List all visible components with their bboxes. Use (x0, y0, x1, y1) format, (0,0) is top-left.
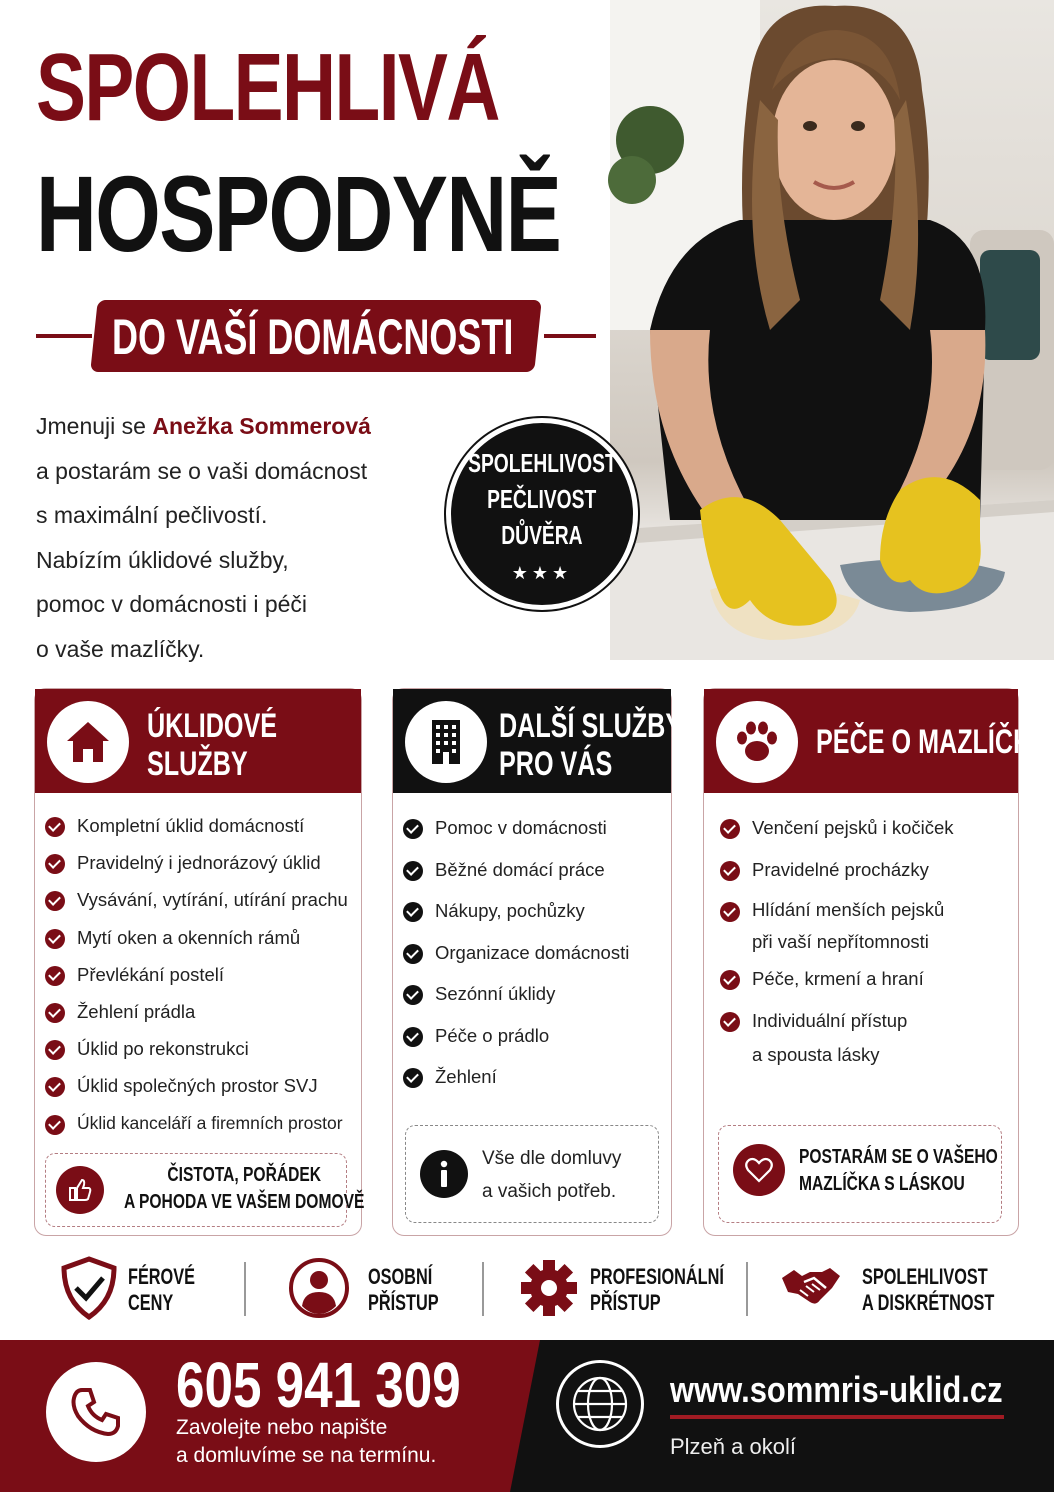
check-icon (403, 1027, 423, 1047)
feature-line: OSOBNÍ (368, 1264, 433, 1289)
list-item (720, 1004, 954, 1078)
item-label: Venčení pejsků i kočiček (752, 817, 954, 838)
list-item (45, 927, 348, 964)
pets-card-header (704, 689, 1049, 793)
cleaning-services-card (34, 688, 365, 1236)
list-item (720, 894, 954, 968)
pets-card-title: PÉČE O MAZLÍČKY (816, 723, 1049, 761)
other-card-header (393, 689, 683, 793)
item-label: Péče o prádlo (435, 1024, 550, 1046)
item-label: Nákupy, pochůzky (435, 900, 585, 921)
check-icon (403, 944, 423, 964)
feature-fair-prices (58, 1256, 238, 1326)
feature-divider (244, 1262, 246, 1316)
housekeeper-illustration (610, 0, 1054, 660)
feature-line: PROFESIONÁLNÍ (590, 1264, 724, 1289)
feature-text (862, 1264, 994, 1316)
list-item (45, 1038, 348, 1075)
pets-callout-text (799, 1144, 998, 1198)
callout-line: A POHODA VE VAŠEM DOMOVĚ (124, 1191, 365, 1213)
feature-divider (482, 1262, 484, 1316)
info-icon (420, 1150, 468, 1198)
cleaning-card-header (35, 689, 361, 793)
check-icon (45, 854, 65, 874)
list-item (45, 964, 348, 1001)
title-line: SLUŽBY (147, 745, 248, 783)
intro-name: Anežka Sommerová (152, 413, 371, 439)
check-icon (720, 970, 740, 990)
list-item (45, 852, 348, 889)
phone-subtext-line: Zavolejte nebo napište (176, 1416, 388, 1439)
check-icon (45, 1003, 65, 1023)
feature-professional-approach (518, 1256, 728, 1326)
website-link[interactable]: www.sommris-uklid.cz (670, 1369, 1003, 1410)
other-callout-text (482, 1142, 621, 1208)
check-icon (45, 1077, 65, 1097)
other-items-list (403, 817, 629, 1108)
feature-personal-approach (288, 1256, 468, 1326)
check-icon (720, 902, 740, 922)
list-item (403, 900, 629, 942)
item-label: Žehlení prádla (77, 1000, 196, 1022)
callout-line: ČISTOTA, POŘÁDEK (167, 1164, 322, 1186)
item-label: Kompletní úklid domácností (77, 815, 305, 836)
check-icon (403, 902, 423, 922)
phone-subtext (176, 1414, 436, 1470)
item-label: Péče, krmení a hraní (752, 968, 924, 989)
gear-icon (518, 1256, 580, 1320)
values-badge (446, 418, 638, 610)
other-callout (405, 1125, 659, 1223)
feature-text (590, 1264, 724, 1316)
list-item (403, 983, 629, 1025)
feature-line: PŘÍSTUP (368, 1290, 439, 1315)
title-line: DALŠÍ SLUŽBY (499, 707, 683, 745)
feature-line: A DISKRÉTNOST (862, 1290, 995, 1315)
item-label: Vysávání, vytírání, utírání prachu (77, 889, 348, 911)
item-label: Pomoc v domácnosti (435, 817, 607, 838)
badge-line: DŮVĚRA (501, 519, 583, 550)
list-item (720, 817, 954, 859)
item-label: Žehlení (435, 1066, 497, 1087)
item-label: Individuální přístup (752, 1009, 908, 1031)
intro-line: Nabízím úklidové služby, (36, 546, 289, 573)
feature-text (368, 1264, 439, 1316)
title-line: PRO VÁS (499, 745, 613, 783)
pets-callout (718, 1125, 1002, 1223)
paw-icon (716, 701, 798, 783)
phone-number[interactable]: 605 941 309 (176, 1349, 461, 1421)
check-icon (403, 861, 423, 881)
item-label: a spousta lásky (752, 1043, 880, 1065)
feature-text (128, 1264, 195, 1316)
item-label: při vaší nepřítomnosti (752, 931, 929, 952)
callout-line: MAZLÍČKA S LÁSKOU (799, 1173, 965, 1195)
badge-line: SPOLEHLIVOST (467, 447, 617, 478)
check-icon (720, 819, 740, 839)
intro-line: a postarám se o vaši domácnost (36, 457, 368, 484)
feature-divider (746, 1262, 748, 1316)
building-icon (405, 701, 487, 783)
item-label: Úklid po rekonstrukci (77, 1038, 249, 1060)
check-icon (45, 929, 65, 949)
intro-line: s maximální pečlivostí. (36, 502, 268, 528)
heart-icon (733, 1144, 785, 1196)
handshake-icon (780, 1256, 842, 1320)
check-icon (45, 1040, 65, 1060)
intro-text (36, 404, 446, 671)
callout-line: Vše dle domluvy (482, 1148, 622, 1169)
feature-line: CENY (128, 1290, 174, 1315)
phone-icon (46, 1362, 146, 1462)
intro-line: o vaše mazlíčky. (36, 635, 205, 662)
pets-items-list (720, 817, 954, 1078)
list-item (403, 1066, 629, 1108)
item-label: Běžné domácí práce (435, 858, 605, 880)
list-item (45, 1113, 348, 1150)
check-icon (720, 861, 740, 881)
item-label: Převlékání postelí (77, 963, 225, 985)
title-line-1: SPOLEHLIVÁ (36, 34, 499, 141)
item-label: Úklid kanceláří a firemních prostor (77, 1112, 343, 1133)
globe-icon (556, 1360, 644, 1448)
badge-line: PEČLIVOST (487, 483, 597, 514)
callout-line: a vašich potřeb. (482, 1181, 617, 1202)
feature-line: PŘÍSTUP (590, 1290, 661, 1315)
list-item (45, 889, 348, 926)
badge-stars: ★★★ (511, 562, 573, 583)
thumbs-up-icon (56, 1166, 104, 1214)
phone-subtext-line: a domluvíme se na termínu. (176, 1444, 437, 1467)
house-icon (47, 701, 129, 783)
list-item (45, 1075, 348, 1112)
tagline-rule-left (36, 334, 92, 338)
item-label: Hlídání menších pejsků (752, 899, 945, 920)
title-line-2: HOSPODYNĚ (36, 153, 561, 274)
check-icon (403, 985, 423, 1005)
website-underline (670, 1415, 1004, 1419)
check-icon (720, 1012, 740, 1032)
list-item (403, 1025, 629, 1067)
shield-check-icon (58, 1256, 120, 1320)
feature-line: SPOLEHLIVOST (862, 1264, 988, 1289)
check-icon (45, 1115, 65, 1135)
list-item (45, 1001, 348, 1038)
cleaning-items-list (45, 815, 348, 1150)
list-item (403, 859, 629, 901)
check-icon (45, 817, 65, 837)
tagline-text: DO VAŠÍ DOMÁCNOSTI (112, 309, 514, 365)
item-label: Mytí oken a okenních rámů (77, 926, 301, 948)
check-icon (45, 891, 65, 911)
other-services-card (392, 688, 683, 1236)
pet-care-card (703, 688, 1049, 1236)
user-icon (288, 1256, 350, 1320)
item-label: Sezónní úklidy (435, 983, 556, 1004)
title-line: ÚKLIDOVÉ (147, 707, 278, 745)
list-item (403, 942, 629, 984)
check-icon (403, 819, 423, 839)
other-card-title (499, 707, 682, 783)
feature-reliability-discretion (780, 1256, 1010, 1326)
cleaning-card-title (147, 707, 277, 783)
housekeeper-photo (610, 0, 1054, 660)
check-icon (45, 966, 65, 986)
tagline-rule-right (544, 334, 596, 338)
item-label: Pravidelné procházky (752, 858, 929, 880)
item-label: Organizace domácnosti (435, 941, 630, 963)
item-label: Úklid společných prostor SVJ (77, 1075, 318, 1097)
feature-line: FÉROVÉ (128, 1264, 195, 1289)
intro-prefix: Jmenuji se (36, 413, 153, 439)
list-item (45, 815, 348, 852)
callout-line: POSTARÁM SE O VAŠEHO (799, 1146, 998, 1168)
item-label: Pravidelný i jednorázový úklid (77, 852, 321, 874)
list-item (403, 817, 629, 859)
intro-line: pomoc v domácnosti i péči (36, 591, 308, 617)
cleaning-callout-text (124, 1162, 364, 1216)
service-region: Plzeň a okolí (670, 1434, 796, 1459)
check-icon (403, 1068, 423, 1088)
cleaning-callout (45, 1153, 365, 1227)
